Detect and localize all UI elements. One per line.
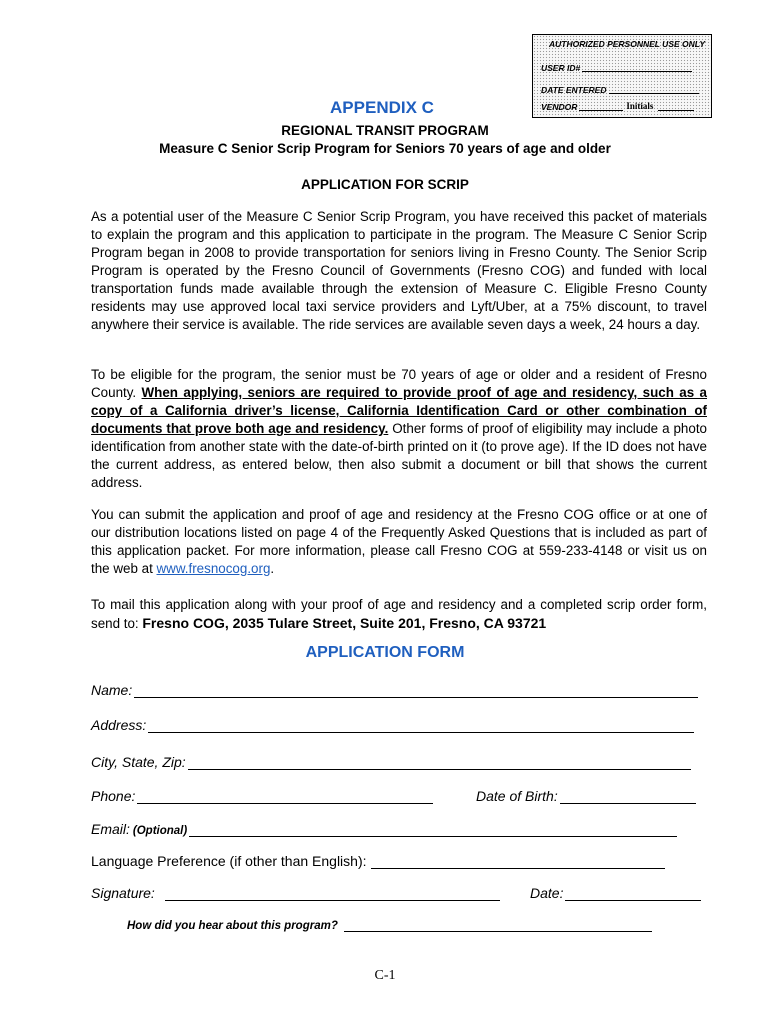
city-state-zip-label: City, State, Zip: — [91, 754, 186, 770]
date-entered-line — [609, 85, 699, 94]
city-state-zip-field[interactable] — [91, 754, 691, 770]
measure-title: Measure C Senior Scrip Program for Seniors 70 years of age and older — [159, 141, 611, 156]
website-link[interactable]: www.fresnocog.org — [156, 561, 271, 576]
name-line[interactable] — [134, 683, 698, 698]
how-did-you-hear-line[interactable] — [344, 919, 652, 932]
address-label: Address: — [91, 717, 147, 733]
submission-paragraph: You can submit the application and proof of age and residency at the Fresno COG office or at one of our distribution locations listed on page 4 of the Frequently Asked Questions that is included as part of this application packet. For more information, please call Fresno COG at 559-233-4148 or visit us on the web at www.fresnocog.org. — [91, 507, 707, 576]
auth-box-header: AUTHORIZED PERSONNEL USE ONLY — [549, 39, 706, 49]
language-preference-label: Language Preference (if other than English): — [91, 853, 367, 869]
user-id-line — [582, 63, 692, 72]
date-line[interactable] — [565, 886, 701, 901]
email-label: Email: — [91, 821, 130, 837]
date-of-birth-field[interactable] — [476, 788, 696, 804]
mailing-address: Fresno COG, 2035 Tulare Street, Suite 201, Fresno, CA 93721 — [142, 615, 547, 631]
application-form-heading: APPLICATION FORM — [305, 644, 465, 661]
program-title: REGIONAL TRANSIT PROGRAM — [281, 123, 489, 138]
email-optional-label: (Optional) — [132, 825, 188, 837]
intro-paragraph: As a potential user of the Measure C Senior Scrip Program, you have received this packet of materials to explain the program and this application to participate in the program. The Measure C Senior Scrip Program began in 2008 to provide transportation for seniors living in Fresno County. The Senior Scrip Program is operated by the Fresno Council of Governments (Fresno COG) and funded with local transportation funds made available through the extension of Measure C. Eligible Fresno County residents may use approved local taxi service providers and Lyft/Uber, at a 75% discount, to travel anywhere their service is available. The ride services are available seven days a week, 24 hours a day. — [91, 209, 707, 332]
name-field[interactable] — [91, 682, 698, 698]
date-entered-row — [541, 85, 699, 94]
how-did-you-hear-field[interactable] — [127, 919, 652, 932]
address-field[interactable] — [91, 717, 694, 733]
signature-field[interactable] — [91, 885, 500, 901]
date-of-birth-line[interactable] — [560, 789, 696, 804]
mailing-paragraph: To mail this application along with your proof of age and residency and a completed scrip order form, send to: Fresno COG, 2035 Tulare Street, Suite 201, Fresno, CA 93721 — [91, 597, 707, 631]
signature-line[interactable] — [165, 886, 500, 901]
city-state-zip-line[interactable] — [188, 755, 691, 770]
language-preference-field[interactable] — [91, 853, 665, 869]
initials-label: Initials — [626, 101, 654, 111]
how-did-you-hear-label: How did you hear about this program? — [127, 920, 338, 932]
proof-requirement-text: When applying, seniors are required to provide proof of age and residency, such as a copy of a California driver’s license, California Identification Card or other combination of documents that prove both age and residency. — [91, 385, 708, 436]
phone-line[interactable] — [137, 789, 433, 804]
address-line[interactable] — [148, 718, 694, 733]
appendix-heading: APPENDIX C — [330, 98, 434, 117]
date-label: Date: — [530, 885, 564, 901]
date-of-birth-label: Date of Birth: — [476, 788, 558, 804]
vendor-label: VENDOR — [541, 101, 578, 112]
user-id-row — [541, 63, 692, 72]
name-label: Name: — [91, 682, 133, 698]
date-field[interactable] — [530, 885, 701, 901]
signature-label: Signature: — [91, 885, 155, 901]
page-number: C-1 — [374, 968, 396, 983]
language-preference-line[interactable] — [371, 854, 665, 869]
eligibility-paragraph: To be eligible for the program, the senior must be 70 years of age or older and a resident of Fresno County. When applying, seniors are required to provide proof of age and residency, such as a copy of a California driver’s license, California Identification Card or other combination of documents that prove both age and residency. Other forms of proof of eligibility may include a photo identification from another state with the date-of-birth printed on it (to prove age). If the ID does not have the current address, as entered below, then also submit a document or bill that shows the current address. — [91, 367, 708, 490]
date-entered-label: DATE ENTERED — [541, 84, 607, 95]
user-id-label: USER ID# — [541, 62, 581, 73]
phone-label: Phone: — [91, 788, 136, 804]
application-title: APPLICATION FOR SCRIP — [301, 177, 469, 192]
email-field[interactable] — [91, 821, 677, 837]
email-line[interactable] — [189, 822, 677, 837]
phone-field[interactable] — [91, 788, 433, 804]
